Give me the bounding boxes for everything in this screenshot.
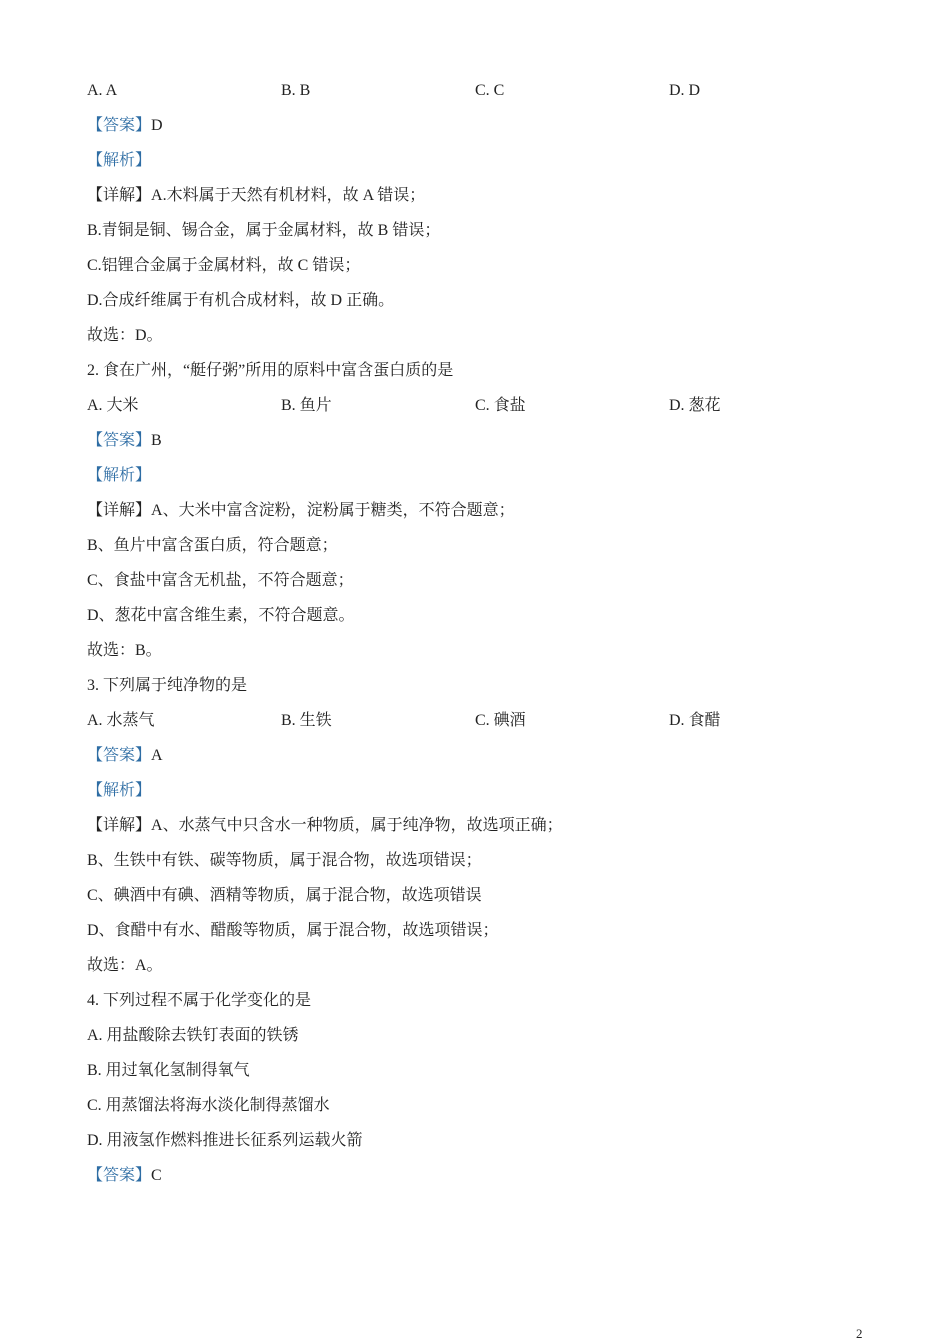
q3-answer [87, 746, 163, 766]
q2-detail-line [87, 501, 515, 521]
detail-tag: 【详解】 [87, 187, 152, 204]
page-number: 2 [856, 1326, 863, 1341]
answer-tag: 【答案】 [87, 432, 152, 449]
q1-detail-line: C.铝锂合金属于金属材料，故 C 错误； [87, 257, 361, 274]
answer-tag: 【答案】 [87, 747, 152, 764]
q3-option-b: B. 生铁 [281, 712, 332, 729]
q3-detail-line: D、食醋中有水、醋酸等物质，属于混合物，故选项错误； [87, 922, 499, 939]
q1-option-d: D. D [669, 82, 701, 99]
q1-option-c: C. C [475, 82, 505, 99]
q4-option-d: D. 用液氢作燃料推进长征系列运载火箭 [87, 1132, 363, 1149]
q1-detail-line: B.青铜是铜、锡合金，属于金属材料，故 B 错误； [87, 222, 441, 239]
q2-conclusion: 故选：B。 [87, 642, 162, 659]
q3-detail-line: B、生铁中有铁、碳等物质，属于混合物，故选项错误； [87, 852, 482, 869]
q4-option-a: A. 用盐酸除去铁钉表面的铁锈 [87, 1027, 299, 1044]
analysis-tag: 【解析】 [87, 782, 152, 799]
q3-option-a: A. 水蒸气 [87, 712, 155, 729]
q4-option-c: C. 用蒸馏法将海水淡化制得蒸馏水 [87, 1097, 330, 1114]
analysis-tag: 【解析】 [87, 152, 152, 169]
detail-text: A、大米中富含淀粉，淀粉属于糖类，不符合题意； [151, 502, 515, 519]
q1-detail-line: D.合成纤维属于有机合成材料，故 D 正确。 [87, 292, 395, 309]
answer-value: C [151, 1167, 162, 1184]
q3-detail-line [87, 816, 563, 836]
answer-tag: 【答案】 [87, 117, 152, 134]
detail-tag: 【详解】 [87, 817, 152, 834]
q3-conclusion: 故选：A。 [87, 957, 163, 974]
q4-stem: 4. 下列过程不属于化学变化的是 [87, 992, 312, 1009]
q2-option-d: D. 葱花 [669, 397, 721, 414]
q2-option-a: A. 大米 [87, 397, 139, 414]
analysis-tag: 【解析】 [87, 467, 152, 484]
q3-analysis-heading [87, 781, 151, 801]
q2-detail-line: D、葱花中富含维生素，不符合题意。 [87, 607, 355, 624]
q2-detail-line: B、鱼片中富含蛋白质，符合题意； [87, 537, 338, 554]
q1-detail-line [87, 186, 425, 206]
q2-option-b: B. 鱼片 [281, 397, 332, 414]
answer-value: D [151, 117, 163, 134]
q4-option-b: B. 用过氧化氢制得氧气 [87, 1062, 250, 1079]
q3-option-c: C. 碘酒 [475, 712, 526, 729]
q3-option-d: D. 食醋 [669, 712, 721, 729]
q2-option-c: C. 食盐 [475, 397, 526, 414]
q2-detail-line: C、食盐中富含无机盐，不符合题意； [87, 572, 354, 589]
answer-value: B [151, 432, 162, 449]
answer-value: A [151, 747, 163, 764]
detail-tag: 【详解】 [87, 502, 152, 519]
q1-analysis-heading [87, 151, 151, 171]
detail-text: A.木料属于天然有机材料，故 A 错误； [151, 187, 426, 204]
q2-analysis-heading [87, 466, 151, 486]
q3-detail-line: C、碘酒中有碘、酒精等物质，属于混合物，故选项错误 [87, 887, 482, 904]
q1-option-b: B. B [281, 82, 311, 99]
detail-text: A、水蒸气中只含水一种物质，属于纯净物，故选项正确； [151, 817, 563, 834]
q2-answer [87, 431, 162, 451]
q1-option-a: A. A [87, 82, 118, 99]
q1-answer [87, 116, 163, 136]
answer-tag: 【答案】 [87, 1167, 152, 1184]
q1-conclusion: 故选：D。 [87, 327, 163, 344]
q4-answer [87, 1166, 162, 1186]
q3-stem: 3. 下列属于纯净物的是 [87, 677, 248, 694]
q2-stem: 2. 食在广州，“艇仔粥”所用的原料中富含蛋白质的是 [87, 362, 454, 379]
